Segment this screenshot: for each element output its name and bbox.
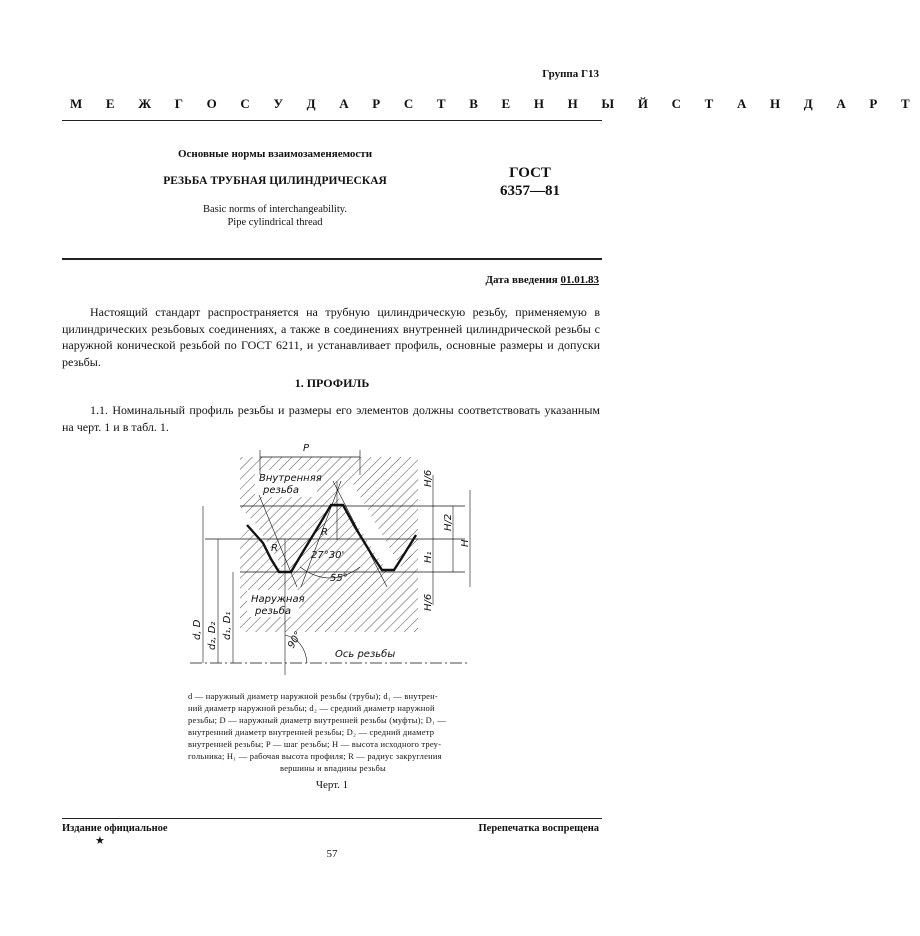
document-title: РЕЗЬБА ТРУБНАЯ ЦИЛИНДРИЧЕСКАЯ (163, 175, 387, 187)
introduction-date (485, 274, 599, 286)
label-d1D1: d₁, D₁ (222, 611, 233, 640)
english-title-line-1: Basic norms of interchangeability. (203, 204, 347, 215)
thread-profile-drawing (185, 435, 475, 685)
basic-norms-title: Основные нормы взаимозаменяемости (177, 148, 373, 160)
top-rule (62, 120, 602, 121)
label-H6-top: H/6 (423, 469, 434, 487)
paragraph-1-1: 1.1. Номинальный профиль резьбы и размеры его элементов должны соответствовать указанным на черт. 1 и в табл. 1. (62, 403, 600, 434)
label-internal-thread-1: Внутренняя (259, 473, 322, 484)
scope-paragraph: Настоящий стандарт распространяется на трубную цилиндрическую резьбу, применяемую в цилиндрических резьбовых соединениях, а также в соединениях внутренней цилиндрической резьбы с наружной конической резьбой по ГОСТ 6211, и устанавливает профиль, основные размеры и допуски резьбы. (62, 305, 600, 369)
label-external-thread-2: резьба (255, 606, 292, 617)
gost-label: ГОСТ (509, 165, 551, 181)
label-R-bottom: R (271, 543, 278, 554)
label-H2: H/2 (443, 513, 454, 531)
label-external-thread-1: Наружная (251, 594, 305, 605)
title-block-rule (62, 258, 602, 260)
reprint-prohibited-label: Перепечатка воспрещена (478, 823, 599, 834)
legend-line-6: гольника; H₁ — рабочая высота профиля; R — радиус закругления (188, 751, 442, 761)
legend-line-2: ний диаметр наружной резьбы; d₂ — средний диаметр наружной (188, 703, 435, 713)
label-thread-axis: Ось резьбы (335, 649, 396, 660)
label-internal-thread-2: резьба (263, 485, 300, 496)
introduction-date-value: 01.01.83 (560, 274, 599, 286)
introduction-date-label: Дата введения (485, 274, 558, 286)
english-title-line-2: Pipe cylindrical thread (227, 217, 323, 228)
label-P: P (303, 443, 310, 454)
figure-caption: Черт. 1 (315, 779, 349, 791)
label-H1: H₁ (423, 551, 434, 563)
star-mark: ★ (95, 835, 105, 847)
label-R-top: R (321, 527, 328, 538)
label-H6-bottom: H/6 (423, 593, 434, 611)
label-H: H (460, 539, 471, 547)
footer-rule (62, 818, 602, 819)
label-angle-half: 27°30' (311, 550, 345, 561)
label-angle-90: 90° (286, 629, 305, 651)
group-label: Группа Г13 (542, 68, 599, 80)
label-d2D2: d₂, D₂ (207, 621, 218, 650)
official-edition-label: Издание официальное (62, 823, 168, 834)
section-heading-profile: 1. ПРОФИЛЬ (294, 376, 370, 390)
legend-line-5: внутренней резьбы; P — шаг резьбы; H — высота исходного треу- (188, 739, 442, 749)
legend-line-7: вершины и впадины резьбы (280, 763, 386, 773)
page-number: 57 (326, 848, 338, 860)
interstate-standard-heading: М Е Ж Г О С У Д А Р С Т В Е Н Н Ы Й С Т А Н Д А Р Т (70, 96, 920, 111)
label-dD: d, D (192, 619, 203, 640)
legend-line-1: d — наружный диаметр наружной резьбы (трубы); d₁ — внутрен- (188, 691, 438, 701)
legend-line-4: внутренний диаметр внутренней резьбы; D₂ — средний диаметр (188, 727, 435, 737)
legend-line-3: резьбы; D — наружный диаметр внутренней резьбы (муфты); D₁ — (188, 715, 447, 725)
label-angle-55: 55° (330, 573, 348, 584)
gost-number: 6357—81 (500, 183, 560, 199)
